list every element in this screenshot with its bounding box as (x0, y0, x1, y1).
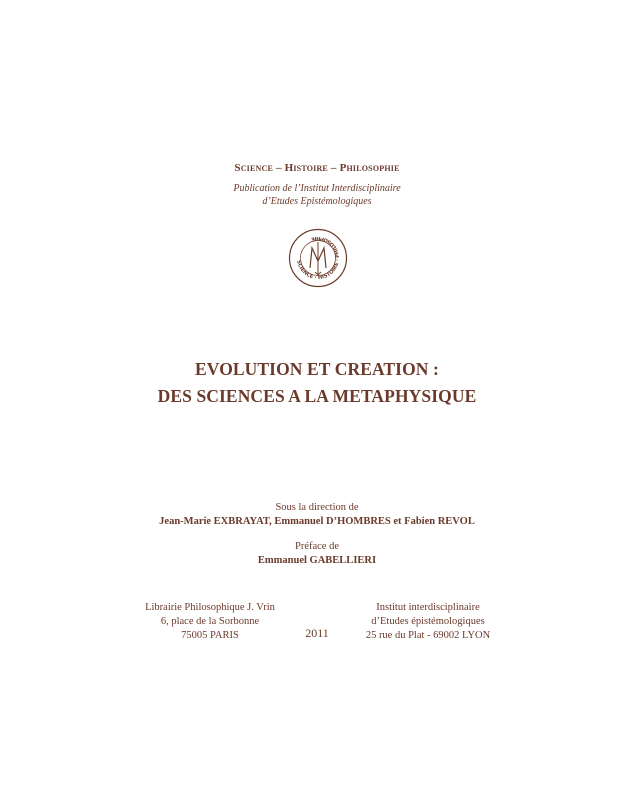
series-title: Science – Histoire – Philosophie (234, 162, 400, 174)
vrin-city: 75005 PARIS (181, 630, 239, 641)
publisher-line-2: d’Etudes Epistémologiques (262, 196, 372, 207)
vrin-name: Librairie Philosophique J. Vrin (145, 602, 275, 613)
vrin-street: 6, place de la Sorbonne (160, 616, 260, 627)
book-title-line-2: DES SCIENCES A LA METAPHYSIQUE (157, 386, 477, 406)
publisher-line-1: Publication de l’Institut Interdisciplinaire (233, 183, 401, 194)
direction-names: Jean-Marie EXBRAYAT, Emmanuel D’HOMBRES et Fabien REVOL (159, 516, 475, 527)
preface-label: Préface de (294, 541, 339, 552)
institut-name: Institut interdisciplinaire (376, 602, 480, 613)
imprint-publisher-vrin (140, 601, 280, 643)
institut-address: 25 rue du Plat - 69002 LYON (365, 630, 491, 641)
institute-seal-icon (288, 228, 348, 288)
institut-name-2: d’Etudes épistémologiques (371, 616, 485, 627)
book-title-line-1: EVOLUTION ET CREATION : (195, 359, 439, 379)
seal-ring-text: SCIENCE · HISTOIRE · PHILOSOPHIE (295, 234, 342, 282)
publication-year: 2011 (305, 626, 329, 640)
direction-label: Sous la direction de (275, 502, 359, 513)
preface-author: Emmanuel GABELLIERI (257, 555, 377, 566)
imprint-publisher-institut (358, 601, 498, 643)
